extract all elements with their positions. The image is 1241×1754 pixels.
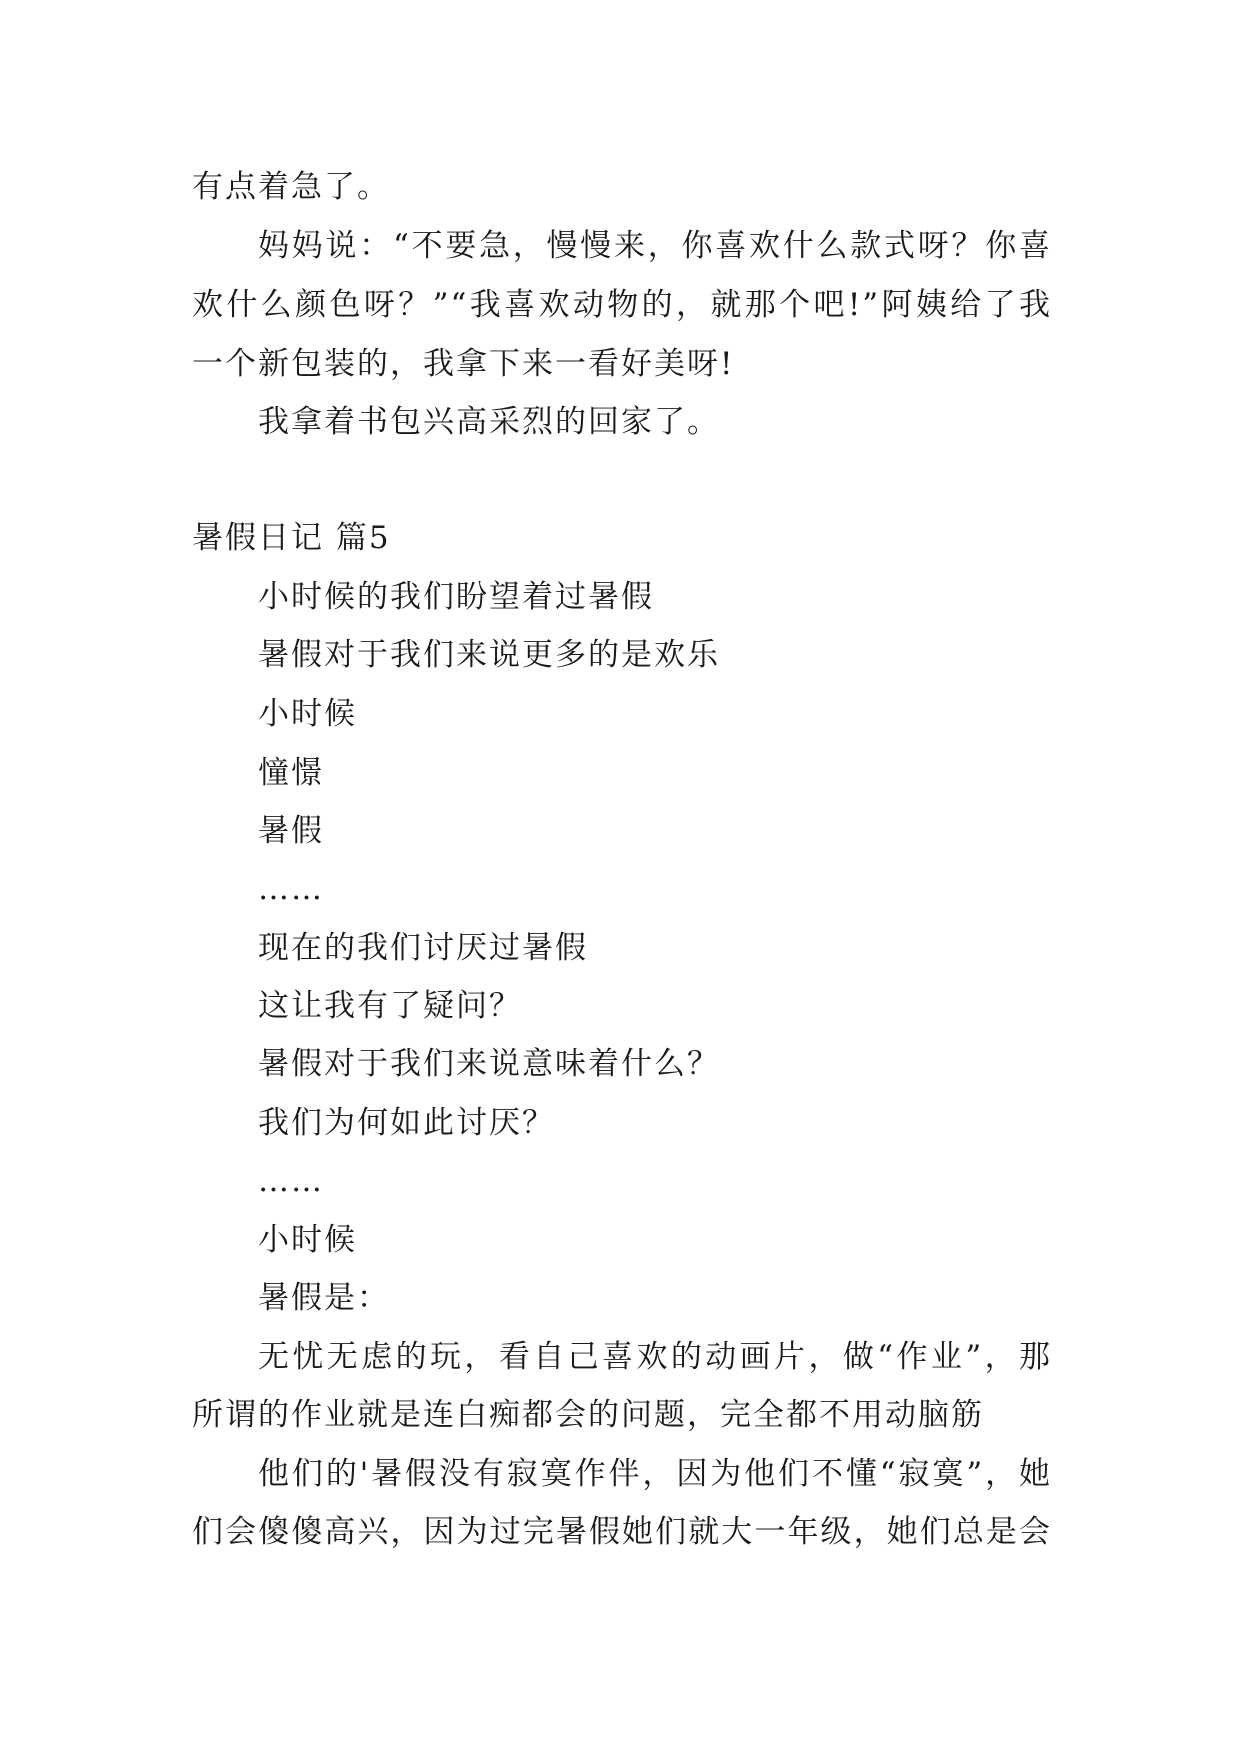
- text-line: 小时候: [258, 1222, 357, 1258]
- text-line: 现在的我们讨厌过暑假: [258, 930, 588, 966]
- text-line: 妈妈说：“不要急，慢慢来，你喜欢什么款式呀？你喜: [258, 228, 1052, 264]
- ellipsis-line: ……: [258, 1163, 324, 1199]
- text-line: 欢什么颜色呀？”“我喜欢动物的，就那个吧!”阿姨给了我: [192, 287, 1052, 323]
- text-line: 所谓的作业就是连白痴都会的问题，完全都不用动脑筋: [192, 1397, 984, 1433]
- text-line: 暑假对于我们来说意味着什么？: [258, 1046, 720, 1082]
- text-line: 暑假: [258, 813, 324, 849]
- text-line: 有点着急了。: [192, 169, 390, 205]
- text-line: 暑假对于我们来说更多的是欢乐: [258, 637, 720, 673]
- text-line: 小时候的我们盼望着过暑假: [258, 579, 654, 615]
- text-line: 们会傻傻高兴，因为过完暑假她们就大一年级，她们总是会: [192, 1514, 1052, 1550]
- text-line: 暑假是：: [258, 1280, 390, 1316]
- text-line: 我拿着书包兴高采烈的回家了。: [258, 404, 720, 440]
- text-line: 憧憬: [258, 755, 324, 791]
- text-line: 一个新包装的，我拿下来一看好美呀!: [192, 346, 735, 382]
- section-heading: 暑假日记 篇5: [192, 520, 391, 556]
- text-line: 这让我有了疑问？: [258, 988, 522, 1024]
- text-line: 我们为何如此讨厌？: [258, 1105, 555, 1141]
- text-line: 他们的'暑假没有寂寞作伴，因为他们不懂“寂寞”，她: [258, 1456, 1052, 1492]
- text-line: 小时候: [258, 696, 357, 732]
- text-line: 无忧无虑的玩，看自己喜欢的动画片，做“作业”，那: [258, 1339, 1052, 1375]
- ellipsis-line: ……: [258, 871, 324, 907]
